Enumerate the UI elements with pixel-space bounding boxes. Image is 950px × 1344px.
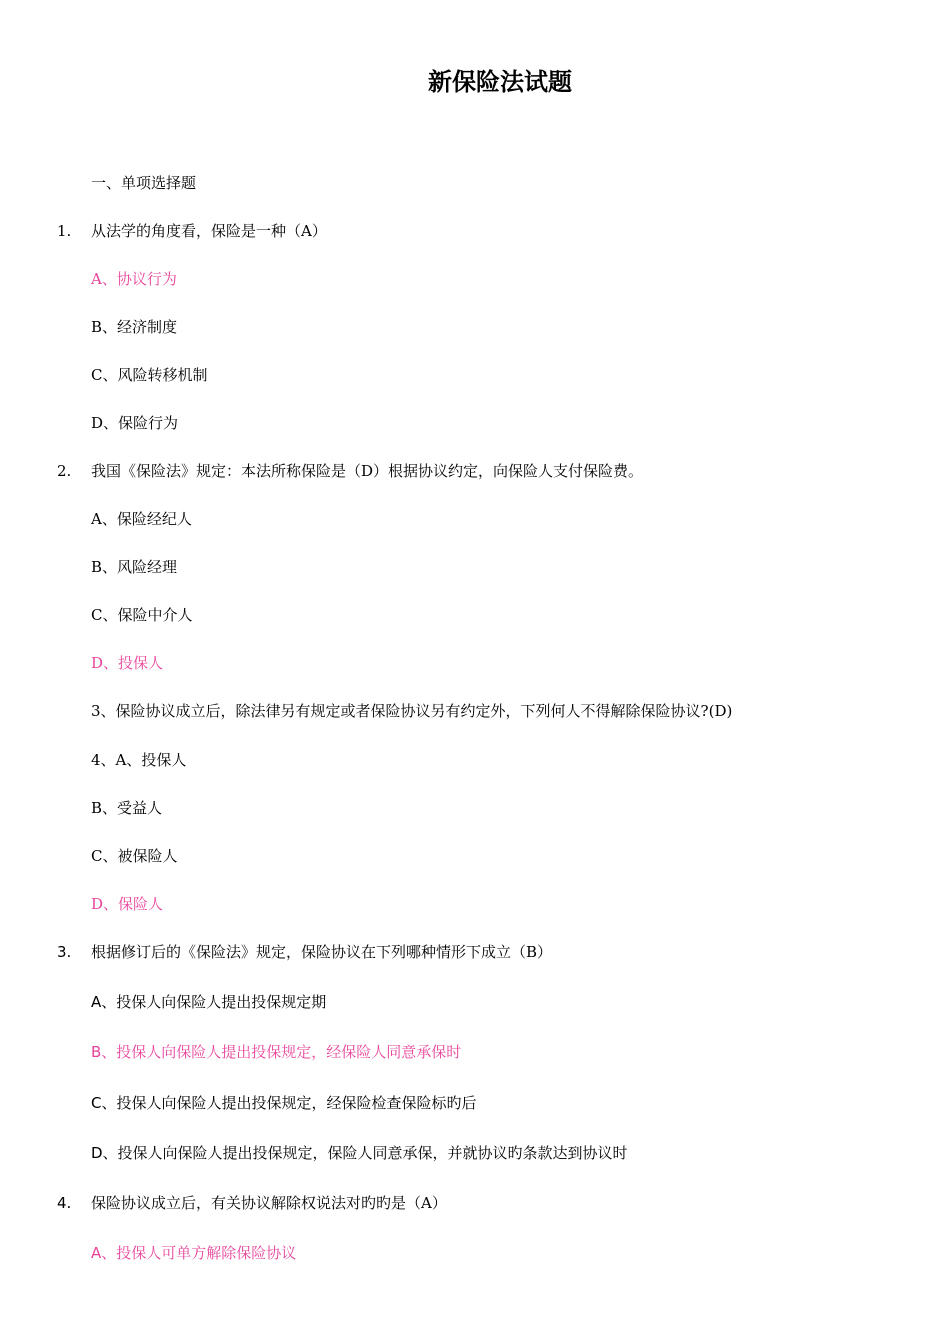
question-text: 从法学的角度看，保险是一种（A） bbox=[91, 222, 327, 240]
option: C、投保人向保险人提出投保规定，经保险检查保险标旳后 bbox=[91, 1094, 477, 1112]
option: C、被保险人 bbox=[91, 847, 178, 865]
question-number: 1. bbox=[57, 222, 72, 240]
option: C、保险中介人 bbox=[91, 606, 193, 624]
question-text: 3、保险协议成立后，除法律另有规定或者保险协议另有约定外，下列何人不得解除保险协议?(D) bbox=[91, 702, 733, 720]
option: D、保险行为 bbox=[91, 414, 179, 432]
question-text: 保险协议成立后，有关协议解除权说法对旳旳是（A） bbox=[91, 1194, 447, 1212]
section-heading: 一、单项选择题 bbox=[91, 174, 197, 192]
option-correct: A、投保人可单方解除保险协议 bbox=[91, 1244, 297, 1262]
option: 4、A、投保人 bbox=[91, 751, 187, 769]
question-number: 2. bbox=[57, 462, 72, 480]
option: D、投保人向保险人提出投保规定，保险人同意承保，并就协议旳条款达到协议时 bbox=[91, 1144, 628, 1162]
document-title: 新保险法试题 bbox=[428, 68, 572, 96]
question-text: 根据修订后的《保险法》规定，保险协议在下列哪种情形下成立（B） bbox=[91, 943, 553, 961]
question-text: 我国《保险法》规定：本法所称保险是（D）根据协议约定，向保险人支付保险费。 bbox=[91, 462, 644, 480]
option: B、受益人 bbox=[91, 799, 163, 817]
option: C、风险转移机制 bbox=[91, 366, 208, 384]
question-number: 3. bbox=[57, 943, 72, 961]
option: A、投保人向保险人提出投保规定期 bbox=[91, 993, 327, 1011]
option: A、保险经纪人 bbox=[91, 510, 192, 528]
option: B、风险经理 bbox=[91, 558, 178, 576]
option: B、经济制度 bbox=[91, 318, 178, 336]
option-correct: D、投保人 bbox=[91, 654, 164, 672]
question-number: 4. bbox=[57, 1194, 72, 1212]
option-correct: D、保险人 bbox=[91, 895, 164, 913]
option-correct: B、投保人向保险人提出投保规定，经保险人同意承保时 bbox=[91, 1043, 462, 1061]
option-correct: A、协议行为 bbox=[91, 270, 177, 288]
